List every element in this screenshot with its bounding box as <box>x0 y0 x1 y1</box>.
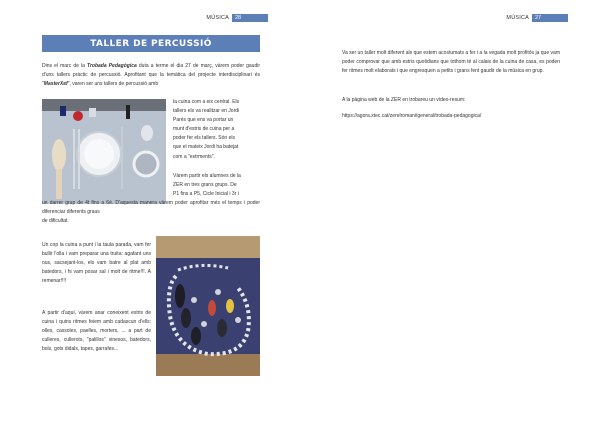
text-line: de dificultat. <box>42 218 69 225</box>
text-line: que el mateix Jordi ha batejat <box>173 144 239 151</box>
text-line: ZER en tres grans grups. De <box>173 182 237 189</box>
text-line: P1 fins a P5, Cicle Inicial i 3r i <box>173 191 239 198</box>
intro-text-end: ", varen ser uns tallers de percussió amb <box>67 81 159 88</box>
text-line: la cuina com a eix central. Els <box>173 99 240 105</box>
omelette-paragraph: Un cop la cuina a punt i la taula parada, vam fer bullir l'olla i vam preparar una truita: agafant uns ous, sacsejant-los, els vam batre al plat amb batedors, i hi vam posar sal i molt de ritme!!!. A remenar!!!! <box>42 242 151 285</box>
groups-paragraph-top <box>173 172 260 199</box>
right-page-header <box>506 14 568 22</box>
intro-text-middle: duta a terme el dia 27 de març, vàrem poder gaudir d'uns tallers pràctic de percussió. Aprofitant que la temàtica del projecte interdisciplinari és " <box>42 63 261 88</box>
video-paragraph: A la pàgina web de la ZER en trobareu un vídeo-resum: <box>342 97 466 103</box>
kitchen-utensils-photo <box>42 99 166 204</box>
groups-paragraph-bottom <box>42 199 260 226</box>
text-line: poder fer els tallers. Són els <box>173 135 235 142</box>
left-page-number: 28 <box>232 14 268 22</box>
masterxef-bold: MasterXef <box>43 81 68 88</box>
text-line: munt d'estris de cuina per a <box>173 126 235 133</box>
text-line: Parés que ens va portar un <box>173 117 234 124</box>
left-header-section: MÚSICA <box>206 15 229 21</box>
conclusion-paragraph: Va ser un taller molt diferent als que estem acostumats a fer i a la vegada molt profitós ja que vam poder comprovar que amb estris quotidians que tothom té al calaix de la cuina de casa, es poden fer ritmes molt elaborats i que engresquen a petits i grans fent gaudir de la música en grup. <box>342 50 560 75</box>
zer-website-link[interactable]: https://agora.xtec.cat/zerelromani/general/trobada-pedagogica/ <box>342 113 482 119</box>
workshop-illustration <box>156 236 260 376</box>
right-page-number: 27 <box>532 14 568 22</box>
trobada-pedagogica-bold: Trobada Pedagògica <box>86 63 137 69</box>
utensils-illustration <box>42 99 166 204</box>
jordi-pares-paragraph <box>173 98 260 162</box>
text-line: com a "estrments". <box>173 153 215 160</box>
right-page <box>300 0 600 424</box>
article-title: TALLER DE PERCUSSIÓ <box>42 35 260 52</box>
utensils-rhythm-paragraph: A partir d'aquí, vàrem anar coneixent estris de cuina i quins ritmes feiem amb cadascun d'ells: olles, cassoles, paelles, morters, ... a part de culleres, cullerots, "palillos" xinesos, batedors, bols, gots didals, tapes, garrafes... <box>42 310 151 353</box>
intro-paragraph <box>42 62 260 89</box>
right-header-section: MÚSICA <box>506 15 529 21</box>
text-line: Vàrem partir els alumnes de la <box>173 173 241 179</box>
intro-text-start: Dins el marc de la <box>42 63 87 69</box>
text-line: tallers els va realitzar en Jordi <box>173 108 240 115</box>
groups-text: un darrer grup de 4t fins a 6è. D'aquesta manera vàrem poder aprofitar més el temps i poder diferenciar diferents graus <box>42 200 260 216</box>
left-page-header <box>206 14 268 22</box>
children-workshop-photo <box>156 236 260 376</box>
